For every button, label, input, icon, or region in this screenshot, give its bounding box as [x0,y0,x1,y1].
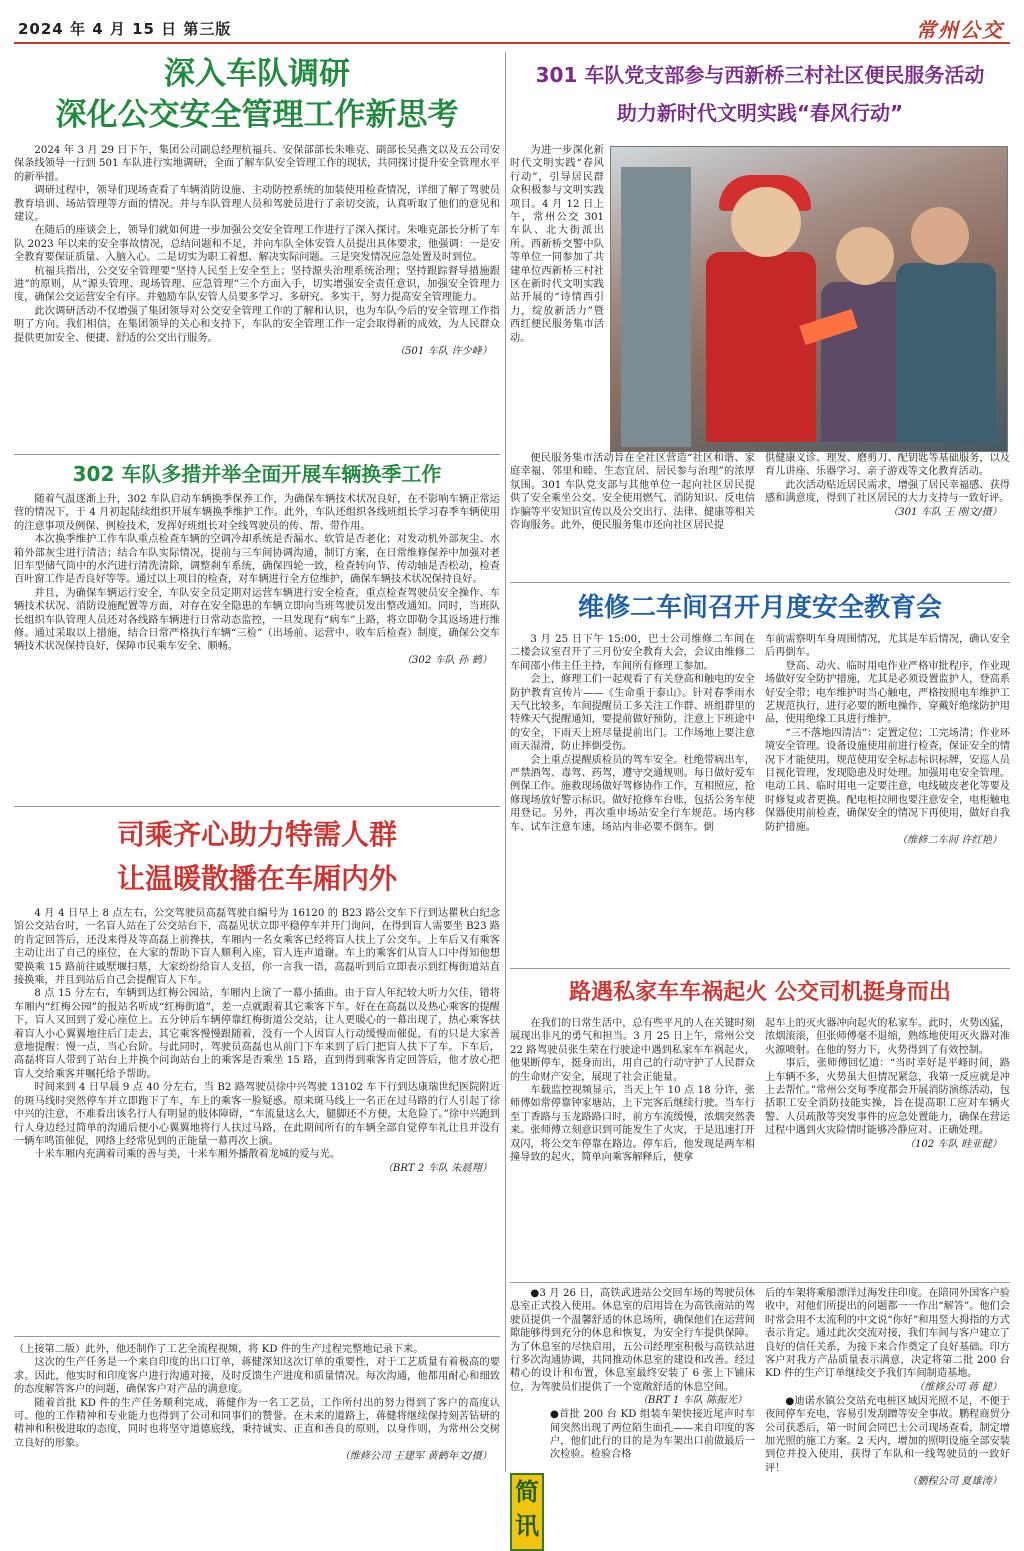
article-paragraph: 4 月 4 日早上 8 点左右，公交驾驶员高磊驾驶自编号为 16120 的 B23 路公交车下行到达瞿秋白纪念馆公交站台时，一名盲人站在了公交站台下，高磊见状立即平稳停车并开门询问，在得到盲人需要坐 B23 路的肯定回答后，还没来得及等高磊上前搀扶，车厢内一名女乘客已经将盲人扶上了公交车。上车后又有乘客主动让出了自己的座位，在大家的帮助下盲人顺利入座，盲人连声道谢。车上的乘客们从盲人口中得知他想要换乘 15 路前往戚墅堰扫墓，大家纷纷给盲人支招，你一言我一语，高磊听到后立即表示到红梅街道站直接换乘，并且到站后自己会提醒盲人下车。 [14,908,500,987]
article-byline: （维修公司 蒋 健） [914,1381,1002,1393]
article-paragraph: 十米车厢内充满着司乘的善与美，十米车厢外播散着龙城的爱与光。 [34,1149,341,1161]
article-title-line1: 司乘齐心助力特需人群 [116,818,397,851]
article-byline: （维修二车间 许红艳） [896,835,1002,847]
article-paragraph: 本次换季维护工作车队重点检查车辆的空调冷却系统是否漏水、软管是否老化；对发动机外部灰尘、水箱外部灰尘进行清洁；结合车队实际情况，提前与三车间协调沟通，制订方案，在日常维修保养中加强对老旧车型储气筒中的水汽进行清洗清除，调整刹车系统，确保四轮一致，检查转向节、传动轴是否松动，检查百叶窗工作是否良好等等。通过以上项目的检查，对车辆进行全方位维护，确保车辆技术状况保持良好。 [14,534,500,586]
issue-date: 2024 年 4 月 15 日 第三版 [18,20,232,38]
article-byline: （维修公司 王建军 黄鹤年文/摄） [339,1451,492,1463]
article-paragraph: 事后，张师傅回忆道：“当时幸好是平峰时间，路上车辆不多，火势虽大但情况紧急，我第一反应就是冲上去帮忙。”常州公交每季度都会开展消防演练活动，包括职工安全消防技能实操，旨在提高职工应对车辆火警、人员疏散等突发事件的应急处置能力，确保在营运过程中遇到火灾险情时能够冷静应对、正确处理。 [765,1058,1010,1137]
article-seasonal-maintenance [14,454,500,804]
article-byline: （501 车队 许少峰） [394,346,492,358]
article-byline: （301 车队 王 刚文/摄） [887,506,1002,518]
article-paragraph: 车载监控视频显示，当天上午 10 点 18 分许，张师傅如常停靠钟家塘站，上下完客后继续行驶。当车行至丁香路与玉龙路路口时，前方车流缓慢，浓烟突然袭来。张师傅立刻意识到可能发生了火灾，于是迅速打开双闪，将公交车停靠在路边。停车后，他发现是两车相撞导致的起火，简单向乘客解释后，便拿 [510,1085,755,1164]
article-byline: （BRT 2 车队 朱晨翔） [382,1162,492,1174]
article-title-line2: 让温暖散播在车厢内外 [116,862,397,895]
article-title-line2: 深化公交安全管理工作新思考 [55,97,459,133]
brief-item: ●首批 200 台 KD 组装车架快接近尾声时车间突然出现了两位陌生面孔——来自印度的客户，他们此行的目的是为车架出口前做最后一次检验。检验合格 [550,1409,755,1461]
article-paragraph: 随着气温逐渐上升，302 车队启动车辆换季保养工作，为确保车辆技术状况良好，在不影响车辆正常运营的情况下，于 4 月初起陆续组织开展车辆换季维护工作。此外，车队还组织各线班组长学习春季车辆使用的注意事项及例保、例检技术，发挥好班组长对全线驾驶员的传、帮、带作用。 [14,494,500,532]
column-divider [505,52,506,1472]
article-paragraph: 这次的生产任务是一个来自印度的出口订单，蒋健深知这次订单的重要性，对于工艺质量有着极高的要求。因此，他实时和印度客户进行沟通对接，及时反馈生产进度和质量情况。每次沟通，他都用耐心和细致的态度解答客户的问题，确保客户对产品的满意度。 [14,1357,500,1396]
article-paragraph: 2024 年 3 月 29 日下午，集团公司副总经理杭福兵、安保部部长朱唯克、副部长吴燕文以及五公司安保条线领导一行到 501 车队进行实地调研，全面了解车队安全管理工作的现状，共同探讨提升安全管理水平的新举措。 [14,145,500,183]
article-paragraph: 杭福兵指出，公交安全管理要“坚持人民至上安全至上；坚持源头治理系统治理；坚持跟踪督导措施跟进”的原则，从“源头管理、现场管理、应急管理”三个方面入手，切实增强安全责任意识，加强安全管理力度，确保公交运营安全有序。并勉励车队安管人员要多学习、多研究、多实干，努力提高安全管理能力。 [14,265,500,304]
brief-item: 后的车架将乘船漂洋过海发往印度。在陪同外国客户验收中，对他们所提出的问题都一一作出“解答”。他们会时常会用不太流利的中文说“你好”和用竖大拇指的方式表示肯定。通过此次交流对接，我们车间与客户建立了良好的信任关系，为接下来合作奠定了良好基础。印方客户对我方产品质量表示满意，决定将第二批 200 台 KD 件的生产订单继续交予我们车间制造基地。 [765,1288,1010,1380]
article-paragraph: 随着首批 KD 件的生产任务顺利完成，蒋健作为一名工艺员，工作所付出的努力得到了客户的高度认可。他的工作精神和专业能力也得到了公司和同事们的赞誉。在未来的道路上，蒋健将继续保持刻苦钻研的精神和积极进取的态度，同时也将坚守道德底线，秉持诚实、正直和善良的原则，以身作则，为常州公交树立良好的形象。 [14,1397,500,1449]
article-continued [14,1336,500,1486]
article-safety-meeting [510,582,1010,966]
article-paragraph: 为进一步深化新时代文明实践“春风行动”，引导居民群众积极参与文明实践项目。4 月 12 日上午，常州公交 301 车队、北大街派出所、西新桥交警中队等单位一同参加了共建单位西新桥三村社区在新时代文明实践站开展的“诗情西引力，绽放新活力”暨西红便民服务集市活动。 [510,145,604,344]
article-title: 路遇私家车车祸起火 公交司机挺身而出 [569,980,951,1005]
article-title: 302 车队多措并举全面开展车辆换季工作 [72,462,442,486]
article-paragraph: 8 点 15 分左右，车辆到达红梅公园站，车厢内上演了一幕小插曲。由于盲人年纪较大听力欠佳，错将车厢内“红梅公园”的报站名听成“红梅街道”，差一点就跟着其它乘客下车。好在在高磊以及热心乘客的提醒下，盲人又回到了爱心座位上。五分钟后车辆停靠红梅街道公交站，让人更暖心的一幕出现了，热心乘客扶着盲人小心翼翼地往后门走去，其它乘客慢慢跟随着，没有一个人因盲人行动缓慢而催促，有的只是大家善意地提醒：慢一点，当心台阶。与此同时，驾驶员高磊也从前门下车来到了后门把盲人扶下了车。下车后，高磊将盲人带到了站台上并换个问询站台上的乘客是否乘坐 15 路，直到得到乘客肯定回答后，他才放心把盲人交给乘客并嘱托给予帮助。 [14,988,500,1080]
article-paragraph: 便民服务集市活动旨在全社区营造“社区和谐、家庭幸福、邻里和睦、生态宜居、居民参与治理”的浓厚氛围。301 车队党支部与其他单位一起向社区居民提供了安全乘坐公交、安全使用燃气、消防知识、反电信诈骗等平安知识宣传以及公交出行、法律、健康等相关咨询服务。此外，便民服务集市还向社区居民提 [510,453,755,532]
article-title: 维修二车间召开月度安全教育会 [577,593,942,623]
article-paragraph: 并且，为确保车辆运行安全，车队安全员定期对运营车辆进行安全检查，重点检查驾驶员安全操作、车辆技术状况、消防设施配置等方面，对存在安全隐患的车辆立即向当班驾驶员发出整改通知。同时，当班队长组织车队管理人员还对各线路车辆进行日常动态监控，一旦发现有“病车”上路，将立即勒令其返场进行维修。通过采取以上措施，结合日常严格执行车辆“三检”（出场前、运营中、收车后检查）制度，确保公交车辆技术状况保持良好，保障市民乘车安全、顺畅。 [14,587,500,653]
article-title-line1: 深入车队调研 [164,56,350,92]
article-title-line2: 助力新时代文明实践“春风行动” [616,101,904,125]
brief-item: ●3 月 26 日，高铁武进站公交回车场的驾驶员休息室正式投入使用。休息室的启用旨在为高铁南站的驾驶员提供一个温馨舒适的休息场所，确保他们在运营间隙能够得到充分的休息和恢复，为安全行车提供保障。为了休息室的尽快启用，五公司经理室积极与高铁站进行多次沟通协调，共同推动休息室的建设和改善。经过精心的设计和布置，休息室最终安装了 6 张上下铺床位，为驾驶员们提供了一个宽敞舒适的休息空间。 [510,1288,755,1393]
masthead [14,14,1010,44]
article-paragraph: 供健康义诊、理发、磨剪刀、配钥匙等基础服务，以及育儿讲座、乐器学习、亲子游戏等文化教育活动。 [765,453,1010,478]
article-byline: （BRT 1 车队 陈振光） [637,1395,747,1407]
article-byline: （302 车队 孙 鹤） [401,654,492,666]
article-paragraph: 会上重点提醒质检员的驾车安全。杜绝带病出车，严禁酒驾、毒驾、药驾，遵守交通规则。每日做好爱车例保工作。施救现场做好驾修协作工作，互相照应，抢修现场放好警示标识。做好抢修车台账，包括公务车使用登记。另外，再次重申场站安全行车规范。场内移车、试车注意车速，场站内非必要不倒车。倒 [510,754,755,833]
article-paragraph: 时间来到 4 日早晨 9 点 40 分左右，当 B2 路驾驶员徐中兴驾驶 13102 车下行到达康瑞世纪医院附近的斑马线时突然停车并立即跑下了车，车上的乘客一脸疑惑。原来斑马线上一名正在过马路的行人引起了徐中兴的注意，不难看出该名行人有明显的肢体障碍，“车流量这么大，腿脚还不方便，太危险了。”徐中兴跑到行人身边经过简单的沟通后便小心翼翼地将行人扶过马路，在此期间所有的车辆全部自觉停车礼让且并没有一辆车鸣笛催促，网络上经常见到的正能量一幕再次上演。 [14,1082,500,1147]
article-community-service [510,52,1010,582]
community-event-photo [610,146,1008,452]
article-paragraph: “三不落地四清洁”：定置定位；工完场清；作业环境安全管理。设备设施使用前进行检查，保证安全的情况下才能使用，规范使用安全标志标识标牌，安巡人员目视化管理，发现隐患及时处理。加强用电安全管理。电动工具、临时用电一定要注意，电线破皮老化等要及时修复或者更换。配电柜拉闸也要注意安全，电柜触电保器使用前检查，确保安全的情况下再使用，做好自我防护措施。 [765,727,1010,833]
article-paragraph: 在我们的日常生活中，总有些平凡的人在关键时刻展现出非凡的勇气和担当。3 月 25 日上午，常州公交 22 路驾驶员张生荣在行驶途中遇到私家车车祸起火，他果断停车，挺身而出，用自己的行动守护了人民群众的生命财产安全，展现了社会正能量。 [510,1018,755,1083]
article-paragraph: 此次活动贴近居民需求，增强了居民幸福感、获得感和满意度，得到了社区居民的大力支持与一致好评。 [765,479,1010,505]
article-paragraph: 调研过程中，领导们现场查看了车辆消防设施、主动防控系统的加装使用检查情况，详细了解了驾驶员教育培训、场站管理等方面的情况。并与车队管理人员和驾驶员进行了亲切交流，认真听取了他们的意见和建议。 [14,185,500,224]
brief-badge: 简讯 [510,1473,544,1551]
article-safety-research [14,52,500,450]
news-briefs [510,1282,1010,1540]
article-paragraph: 起车上的灭火器冲向起火的私家车。此时，火势凶猛，浓烟滚滚，但张师傅毫不退缩，熟练地使用灭火器对准火源喷射。在他的努力下，火势得到了有效控制。 [765,1018,1010,1056]
article-paragraph: 此次调研活动不仅增强了集团领导对公交安全管理工作的了解和认识，也为车队今后的安全管理工作指明了方向。我们相信，在集团领导的关心和支持下，车队的安全管理工作一定会取得新的成效，为人民群众提供更加安全、便捷、舒适的公交出行服务。 [14,305,500,344]
article-helping-blind-passenger [14,806,500,1336]
article-title-line1: 301 车队党支部参与西新桥三村社区便民服务活动 [535,63,985,87]
brief-item: ●迪诺水镇公交站充电桩区域因光照不足，不便于夜间停车充电，容易引发刮蹭等安全事故。鹏程商贸分公司获悉后，第一时间会同巴士公司现场查看，制定增加光照的施工方案。2 天内，增加的照明设施全部安装到位并投入使用，获得了车队和一线驾驶员的一致好评！ [765,1395,1010,1474]
article-paragraph: 登高、动火、临时用电作业严格审批程序，作业现场做好安全防护措施，尤其是必须设置监护人，登高系好安全带；电车维护时当心触电，严格按照电车维护工艺规范执行，进行必要的断电操作，穿戴好绝缘防护用品，使用绝缘工具进行维护。 [765,660,1010,726]
article-paragraph: 车前需察明车身周围情况，尤其是车后情况，确认安全后再倒车。 [765,634,1010,659]
paper-brand: 常州公交 [916,18,1004,42]
article-paragraph: （上接第二版）此外，他还制作了工艺全流程视频，将 KD 件的生产过程完整地记录下来。 [14,1344,424,1355]
article-byline: （鹏程公司 夏雄涛） [907,1476,1002,1488]
article-paragraph: 会上，修理工们一起观看了有关登高和触电的安全防护教育宣传片——《生命重于泰山》。针对春季雨水天气比较多，车间提醒员工多关注工作群、班组群里的特殊天气提醒通知，要提前做好预防，注意上下班途中的安全，下雨天上班尽量提前出门。工作场地上要注意雨天湿滑，防止摔倒受伤。 [510,674,755,753]
article-byline: （102 车队 眭亚健） [904,1138,1002,1150]
article-paragraph: 在随后的座谈会上，领导们就如何进一步加强公交安全管理工作进行了深入探讨。朱唯克部长分析了车队 2023 年以来的安全事故情况，总结问题和不足，并向车队全体安管人员提出具体要求，他强调：一是安全教育要保证质量、入脑入心。二是切实为职工着想、解决实际问题。三是突发情况应急处置及时到位。 [14,225,500,264]
article-car-fire [510,968,1010,1280]
article-paragraph: 3 月 25 日下午 15:00，巴士公司维修二车间在二楼会议室召开了三月份安全教育大会，会议由维修二车间邵小伟主任主持，车间所有修理工参加。 [510,634,755,672]
